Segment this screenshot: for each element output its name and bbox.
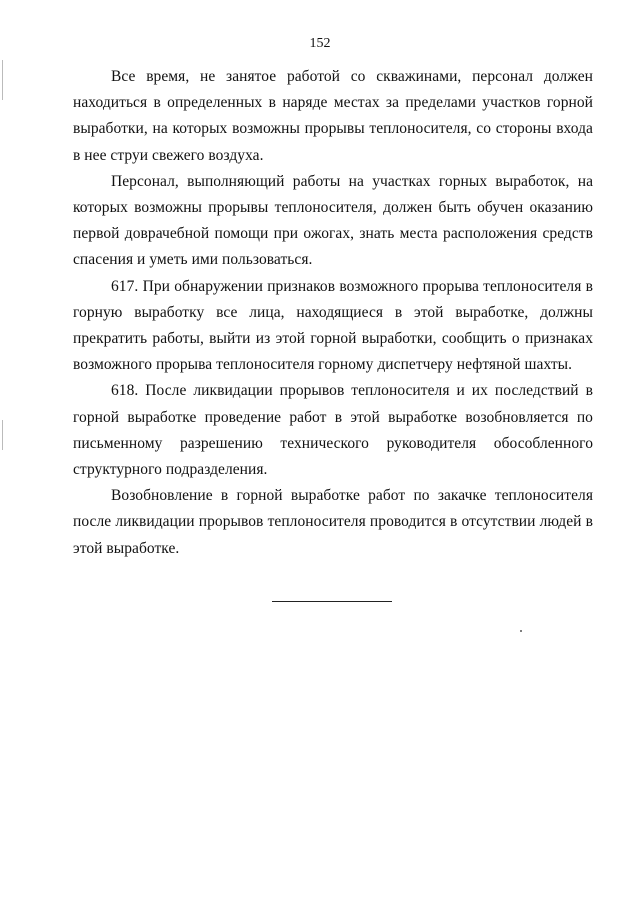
scan-edge-mark xyxy=(2,420,3,450)
paragraph-617: 617. При обнаружении признаков возможного прорыва теплоносителя в горную выработку все лица, находящиеся в этой выработке, должны прекратить работы, выйти из этой горной выработки, сообщить о признаках возможного прорыва теплоносителя горному диспетчеру нефтяной шахты. xyxy=(73,277,593,374)
scan-speck xyxy=(520,630,522,632)
scan-edge-mark xyxy=(2,60,3,100)
page-number: 152 xyxy=(309,36,331,51)
paragraph-resumption: Возобновление в горной выработке работ по закачке теплоносителя после ликвидации прорывов теплоносителя проводится в отсутствии людей в этой выработке. xyxy=(73,487,593,557)
paragraph-618: 618. После ликвидации прорывов теплоносителя и их последствий в горной выработке проведение работ в этой выработке возобновляется по письменному разрешению технического руководителя обособленного структурного подразделения. xyxy=(73,382,593,479)
paragraph-personnel-location: Все время, не занятое работой со скважинами, персонал должен находиться в определенных в наряде местах за пределами участков горной выработки, на которых возможны прорывы теплоносителя, со стороны входа в нее струи свежего воздуха. xyxy=(73,68,593,164)
document-body xyxy=(73,64,593,562)
paragraph-personnel-training: Персонал, выполняющий работы на участках горных выработок, на которых возможны прорывы теплоносителя, должен быть обучен оказанию первой доврачебной помощи при ожогах, знать места расположения средств спасения и уметь ими пользоваться. xyxy=(73,172,593,269)
end-separator-line xyxy=(272,601,392,602)
